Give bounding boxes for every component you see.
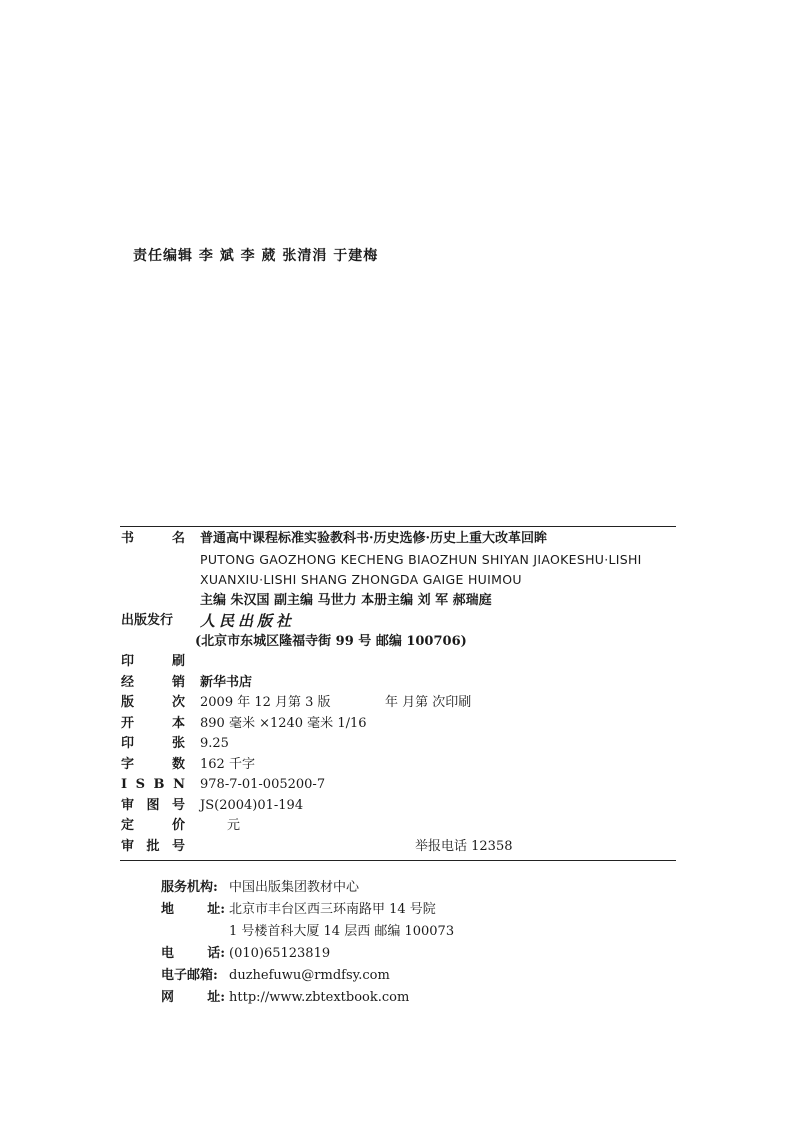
map-label: 审 图 号 <box>121 797 185 813</box>
words-row <box>121 755 677 776</box>
chief-editors: 主编 朱汉国 副主编 马世力 本册主编 刘 军 郝瑞庭 <box>200 592 492 608</box>
sheets-label: 印 张 <box>121 736 185 751</box>
map-value: JS(2004)01-194 <box>200 797 304 813</box>
edition-row <box>121 693 677 714</box>
price-value: 元 <box>227 818 241 833</box>
printing-label: 印 刷 <box>121 654 185 669</box>
printing-row <box>121 652 677 673</box>
edition-value: 2009 年 12 月第 3 版 <box>200 695 331 710</box>
address-value-1: 北京市丰台区西三环南路甲 14 号院 <box>229 902 436 917</box>
publisher-row <box>121 611 677 632</box>
editors-row <box>121 591 677 612</box>
report-phone: 举报电话 12358 <box>415 838 513 854</box>
edition-label: 版 次 <box>121 695 185 710</box>
isbn-label: I S B N <box>121 777 185 792</box>
publisher-logo: 人民出版社 <box>200 612 296 630</box>
phone-value: (010)65123819 <box>229 946 331 961</box>
isbn-value: 978-7-01-005200-7 <box>200 777 326 792</box>
title-pinyin-row-2 <box>121 570 677 591</box>
map-row <box>121 796 677 817</box>
title-row <box>121 529 677 550</box>
cip-data-block <box>121 529 677 857</box>
sheets-row <box>121 734 677 755</box>
price-label: 定 价 <box>121 818 185 833</box>
format-label: 开 本 <box>121 715 185 731</box>
org-label: 服务机构: <box>161 880 218 895</box>
approval-label: 审 批 号 <box>121 838 185 854</box>
distributor-row <box>121 673 677 694</box>
phone-label: 电 话: <box>161 946 225 961</box>
publisher-label: 出版发行 <box>121 613 174 628</box>
impression-value: 年 月第 次印刷 <box>385 695 472 710</box>
title-pinyin-1: PUTONG GAOZHONG KECHENG BIAOZHUN SHIYAN JIAOKESHU·LISHI <box>200 551 642 567</box>
price-row <box>121 816 677 837</box>
format-row <box>121 714 677 735</box>
publisher-address: (北京市东城区隆福寺街 99 号 邮编 100706) <box>195 633 467 649</box>
distributor-label: 经 销 <box>121 674 185 690</box>
web-value[interactable]: http://www.zbtextbook.com <box>229 990 410 1005</box>
email-value[interactable]: duzhefuwu@rmdfsy.com <box>229 968 390 983</box>
approval-row <box>121 837 677 858</box>
top-divider <box>120 526 676 527</box>
title-pinyin-row-1 <box>121 550 677 571</box>
web-label: 网 址: <box>161 990 225 1005</box>
bottom-divider <box>120 860 676 861</box>
org-value: 中国出版集团教材中心 <box>229 880 360 895</box>
title-cn: 普通高中课程标准实验教科书·历史选修·历史上重大改革回眸 <box>200 531 548 546</box>
responsible-editors: 责任编辑 李 斌 李 葳 张清涓 于建梅 <box>133 248 379 264</box>
email-label: 电子邮箱: <box>161 968 218 983</box>
publisher-address-row <box>121 632 677 653</box>
distributor-value: 新华书店 <box>200 674 253 690</box>
words-value: 162 千字 <box>200 756 255 772</box>
isbn-row <box>121 775 677 796</box>
address-label: 地 址: <box>161 902 225 917</box>
title-pinyin-2: XUANXIU·LISHI SHANG ZHONGDA GAIGE HUIMOU <box>200 572 522 587</box>
words-label: 字 数 <box>121 756 185 772</box>
sheets-value: 9.25 <box>200 736 229 751</box>
format-value: 890 毫米 ×1240 毫米 1/16 <box>200 715 367 731</box>
address-value-2: 1 号楼首科大厦 14 层西 邮编 100073 <box>229 924 455 939</box>
title-label: 书 名 <box>121 531 185 546</box>
